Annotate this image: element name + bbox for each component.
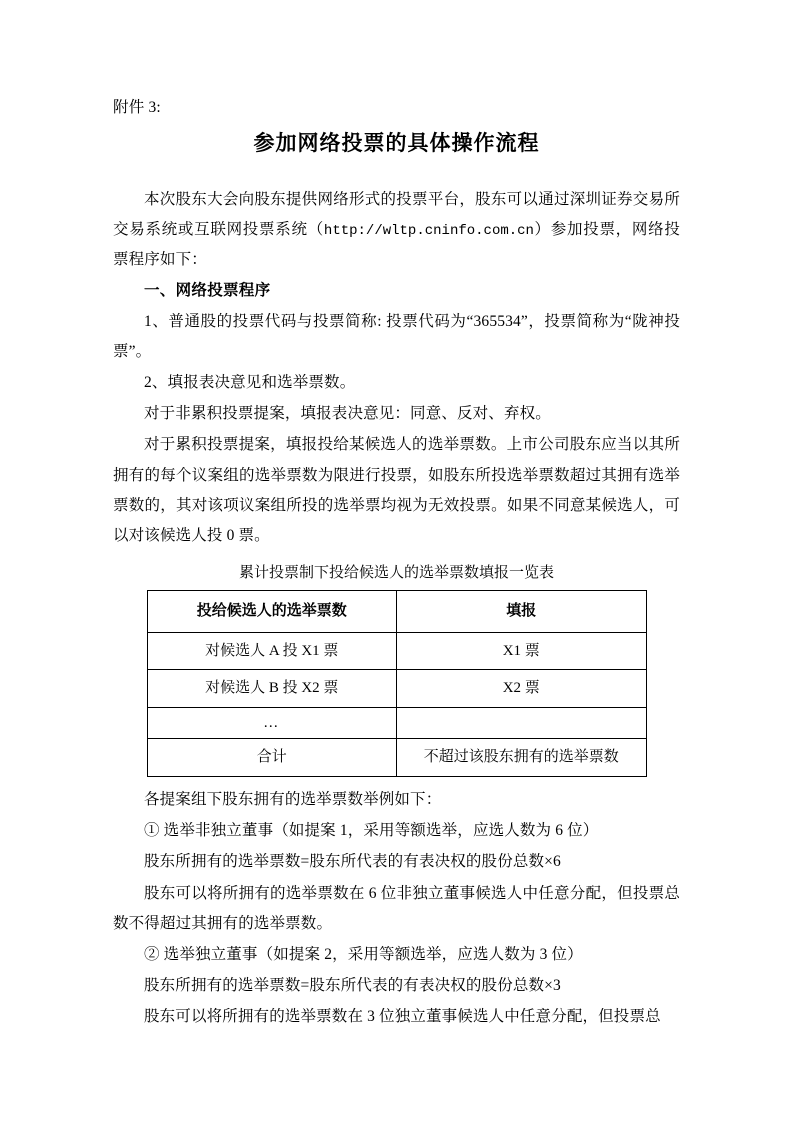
table-header-row [147,591,646,633]
table-cell-candidate-a-fill: X1 票 [397,632,647,670]
table-cell-candidate-b-fill: X2 票 [397,670,647,708]
paragraph-allocation-3: 股东可以将所拥有的选举票数在 3 位独立董事候选人中任意分配，但投票总 [144,1008,661,1026]
paragraph-voting-code: 1、普通股的投票代码与投票简称: 投票代码为“365534”，投票简称为“陇神投票”。 [113,312,680,360]
table-row [147,632,646,670]
paragraph-non-cumulative: 对于非累积投票提案，填报表决意见：同意、反对、弃权。 [144,405,551,423]
table-cell-candidate-a: 对候选人 A 投 X1 票 [147,632,397,670]
attachment-label: 附件 3: [113,99,161,116]
paragraph-example-intro: 各提案组下股东拥有的选举票数举例如下： [144,790,442,808]
page-title: 参加网络投票的具体操作流程 [253,131,540,156]
section-heading-network-voting-procedure: 一、网络投票程序 [144,282,271,300]
intro-paragraph [113,185,680,276]
table-caption: 累计投票制下投给候选人的选举票数填报一览表 [238,565,554,582]
table-row [147,739,646,777]
table-cell-total: 合计 [147,739,397,777]
paragraph-non-independent-directors: ① 选举非独立董事（如提案 1，采用等额选举，应选人数为 6 位） [144,822,599,840]
table-cell-candidate-b: 对候选人 B 投 X2 票 [147,670,397,708]
table-header-cell-fill: 填报 [397,591,647,633]
table-cell-ellipsis-fill [397,707,647,739]
intro-text-part2: ）参加投票，网络投票程序如下： [113,220,680,269]
intro-text-part1: 本次股东大会向股东提供网络形式的投票平台，股东可以通过深圳证券交易所交易系统或互联网投票系统（ [113,190,680,238]
paragraph-fill-opinion: 2、填报表决意见和选举票数。 [144,374,356,392]
table-cell-ellipsis: … [147,707,397,739]
paragraph-votes-formula-6: 股东所拥有的选举票数=股东所代表的有表决权的股份总数×6 [144,853,561,871]
paragraph-independent-directors: ② 选举独立董事（如提案 2，采用等额选举，应选人数为 3 位） [144,945,583,963]
table-cell-total-fill: 不超过该股东拥有的选举票数 [397,739,647,777]
paragraph-votes-formula-3: 股东所拥有的选举票数=股东所代表的有表决权的股份总数×3 [144,977,561,995]
voting-system-url: http://wltp.cninfo.com.cn [323,222,534,239]
table-row [147,670,646,708]
table-row [147,707,646,739]
cumulative-voting-table [147,590,647,777]
paragraph-allocation-6: 股东可以将所拥有的选举票数在 6 位非独立董事候选人中任意分配，但投票总数不得超过其拥有的选举票数。 [113,884,680,932]
table-header-cell-votes: 投给候选人的选举票数 [147,591,397,633]
paragraph-cumulative: 对于累积投票提案，填报投给某候选人的选举票数。上市公司股东应当以其所拥有的每个议案组的选举票数为限进行投票，如股东所投选举票数超过其拥有选举票数的，其对该项议案组所投的选举票均视为无效投票。如果不同意某候选人，可以对该候选人投 0 票。 [113,436,680,545]
